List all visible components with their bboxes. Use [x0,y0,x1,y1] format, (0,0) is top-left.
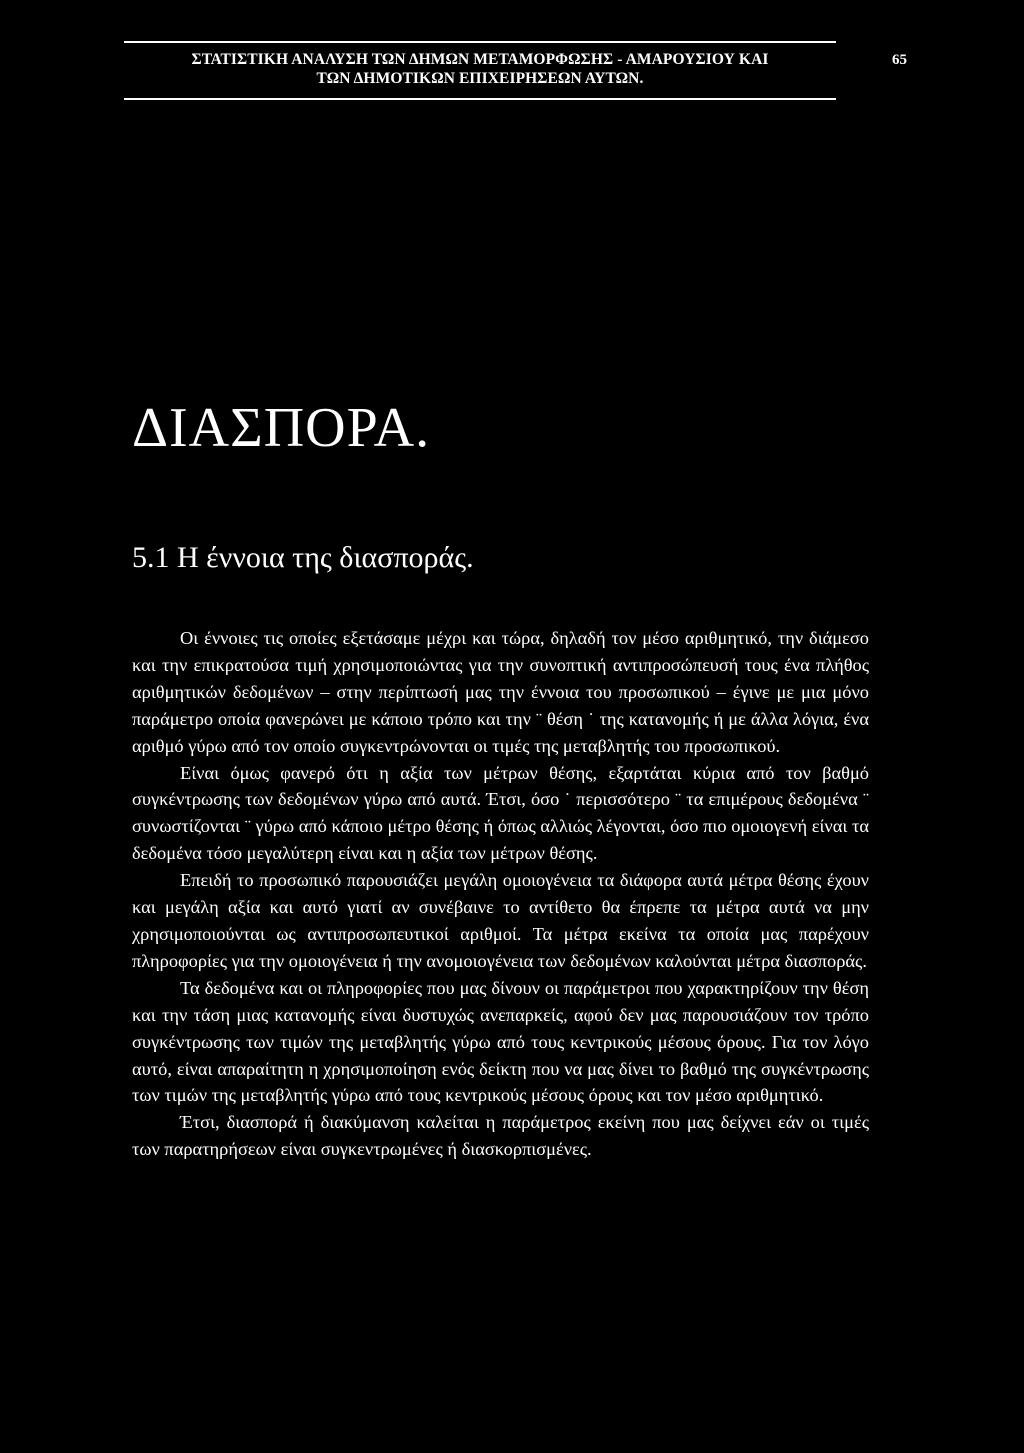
header-bottom-rule [124,98,836,100]
paragraph: Οι έννοιες τις οποίες εξετάσαμε μέχρι και τώρα, δηλαδή τον μέσο αριθμητικό, την διάμεσο και την επικρατούσα τιμή χρησιμοποιώντας για την συνοπτική αντιπροσώπευσή τους ένα πλήθος αριθμητικών δεδομένων – στην περίπτωσή μας την έννοια του προσωπικού – έγινε με μια μόνο παράμετρο οποία φανερώνει με κάποιο τρόπο και την ¨ θέση ˙ της κατανομής ή με άλλα λόγια, ένα αριθμό γύρω από τον οποίο συγκεντρώνονται οι τιμές της μεταβλητής του προσωπικού. [132,628,869,756]
paragraph: Είναι όμως φανερό ότι η αξία των μέτρων θέσης, εξαρτάται κύρια από τον βαθμό συγκέντρωσης των δεδομένων γύρω από αυτά. Έτσι, όσο ˙ περισσότερο ¨ τα επιμέρους δεδομένα ¨ συνωστίζονται ¨ γύρω από κάποιο μέτρο θέσης ή όπως αλλιώς λέγονται, όσο πιο ομοιογενή είναι τα δεδομένα τόσο μεγαλύτερη είναι και η αξία των μέτρων θέσης. [132,762,869,864]
paragraph: Επειδή το προσωπικό παρουσιάζει μεγάλη ομοιογένεια τα διάφορα αυτά μέτρα θέσης έχουν και μεγάλη αξία και αυτό γιατί αν συνέβαινε το αντίθετο θα έπρεπε τα μέτρα αυτά να μην χρησιμοποιούνται ως αντιπροσωπευτικοί αριθμοί. Τα μέτρα εκείνα τα οποία μας παρέχουν πληροφορίες για την ομοιογένεια ή την ανομοιογένεια των δεδομένων καλούνται μέτρα διασποράς. [132,870,869,971]
chapter-title: ΔΙΑΣΠΟΡΑ. [132,397,431,459]
header-top-rule [124,41,836,43]
running-header-line-1: ΣΤΑΤΙΣΤΙΚΗ ΑΝΑΛΥΣΗ ΤΩΝ ΔΗΜΩΝ ΜΕΤΑΜΟΡΦΩΣΗΣ - ΑΜΑΡΟΥΣΙΟΥ ΚΑΙ [191,51,769,68]
paragraph: Έτσι, διασπορά ή διακύμανση καλείται η παράμετρος εκείνη που μας δείχνει εάν οι τιμές των παρατηρήσεων είναι συγκεντρωμένες ή διασκορπισμένες. [132,1112,869,1160]
section-title: 5.1 Η έννοια της διασποράς. [132,541,474,574]
running-header [124,50,836,88]
running-header-line-2: ΤΩΝ ΔΗΜΟΤΙΚΩΝ ΕΠΙΧΕΙΡΗΣΕΩΝ ΑΥΤΩΝ. [316,70,644,87]
page-number: 65 [892,52,907,68]
body-text [132,625,869,1163]
paragraph: Τα δεδομένα και οι πληροφορίες που μας δίνουν οι παράμετροι που χαρακτηρίζουν την θέση και την τάση μιας κατανομής είναι δυστυχώς ανεπαρκείς, αφού δεν μας παρουσιάζουν τον τρόπο συγκέντρωσης των τιμών της μεταβλητής γύρω από τους κεντρικούς μέσους όρους. Για τον λόγο αυτό, είναι απαραίτητη η χρησιμοποίηση ενός δείκτη που να μας δίνει το βαθμό της συγκέντρωσης των τιμών της μεταβλητής γύρω από τους κεντρικούς μέσους όρους και τον μέσο αριθμητικό. [132,977,869,1106]
